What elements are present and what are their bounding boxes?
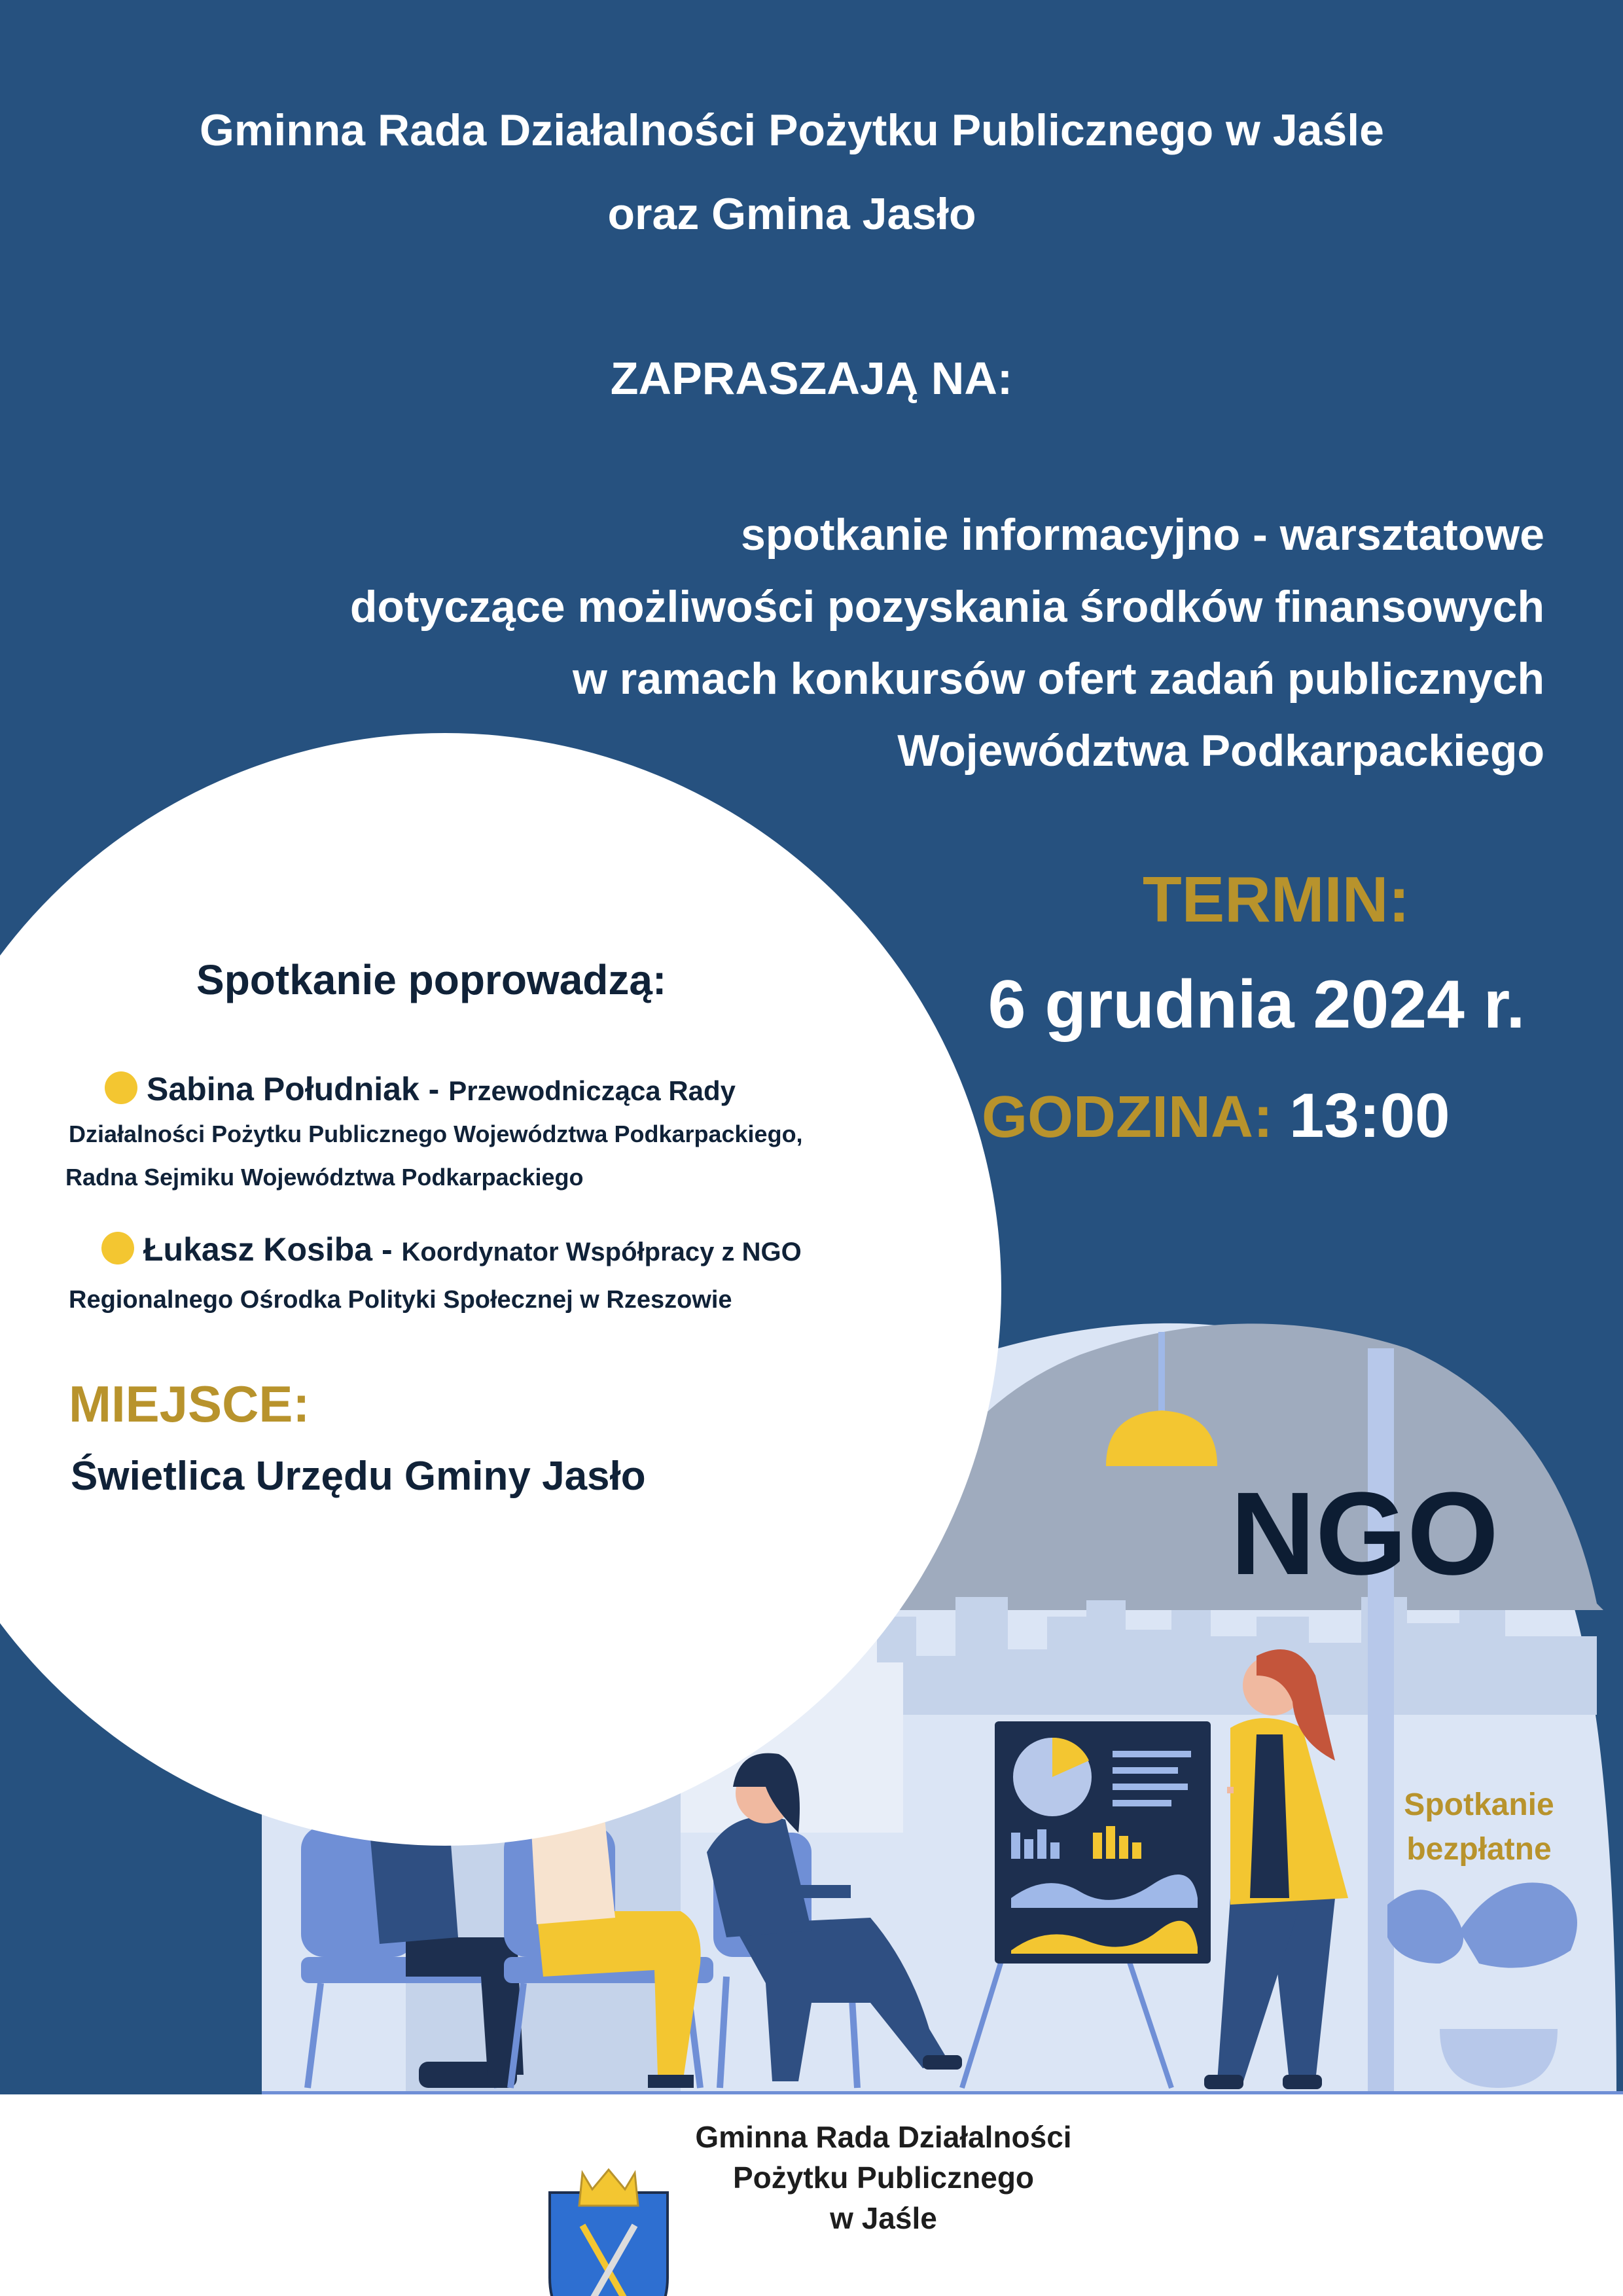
host-2-name-row [101,1230,952,1268]
organizer-line2: oraz Gmina Jasło [607,189,976,239]
event-time: 13:00 [1289,1081,1450,1151]
free-line2: bezpłatne [1406,1832,1552,1867]
coat-of-arms-icon [543,2166,674,2296]
host-1-role-line3: Radna Sejmiku Województwa Podkarpackiego [65,1164,584,1191]
host-1-name: Sabina Południak - [147,1071,440,1107]
event-line2: dotyczące możliwości pozyskania środków finansowych [349,582,1544,632]
footer [0,2094,1623,2296]
event-line1: spotkanie informacyjno - warsztatowe [740,510,1544,560]
host-1-name-row [105,1070,955,1108]
footer-line1: Gminna Rada Działalności [695,2120,1072,2154]
hosts-heading: Spotkanie poprowadzą: [196,956,667,1003]
place-label: MIEJSCE: [69,1375,310,1433]
free-line1: Spotkanie [1404,1787,1554,1822]
footer-line2: Pożytku Publicznego [732,2161,1035,2195]
termin-label: TERMIN: [1142,863,1410,935]
host-1-role-line1: Przewodnicząca Rady [448,1075,736,1106]
bullet-icon [105,1071,137,1104]
organizer-line1: Gminna Rada Działalności Pożytku Publicznego w Jaśle [199,105,1385,155]
host-2-name: Łukasz Kosiba - [143,1231,393,1268]
host-1-role-line2: Działalności Pożytku Publicznego Województwa Podkarpackiego, [69,1121,803,1147]
time-row [982,1080,1571,1152]
ngo-label: NGO [1230,1468,1499,1600]
event-line3: w ramach konkursów ofert zadań publicznych [573,654,1544,704]
bullet-icon [101,1232,134,1265]
host-2-role-line2: Regionalnego Ośrodka Polityki Społecznej w Rzeszowie [69,1286,732,1314]
host-2-role-line1: Koordynator Współpracy z NGO [401,1238,802,1266]
place-value: Świetlica Urzędu Gminy Jasło [71,1454,646,1499]
invite-heading: ZAPRASZAJĄ NA: [610,353,1013,404]
event-date: 6 grudnia 2024 r. [988,967,1525,1043]
event-line4: Województwa Podkarpackiego [897,726,1544,776]
godzina-label: GODZINA: [982,1085,1273,1150]
footer-line3: w Jaśle [830,2201,937,2235]
